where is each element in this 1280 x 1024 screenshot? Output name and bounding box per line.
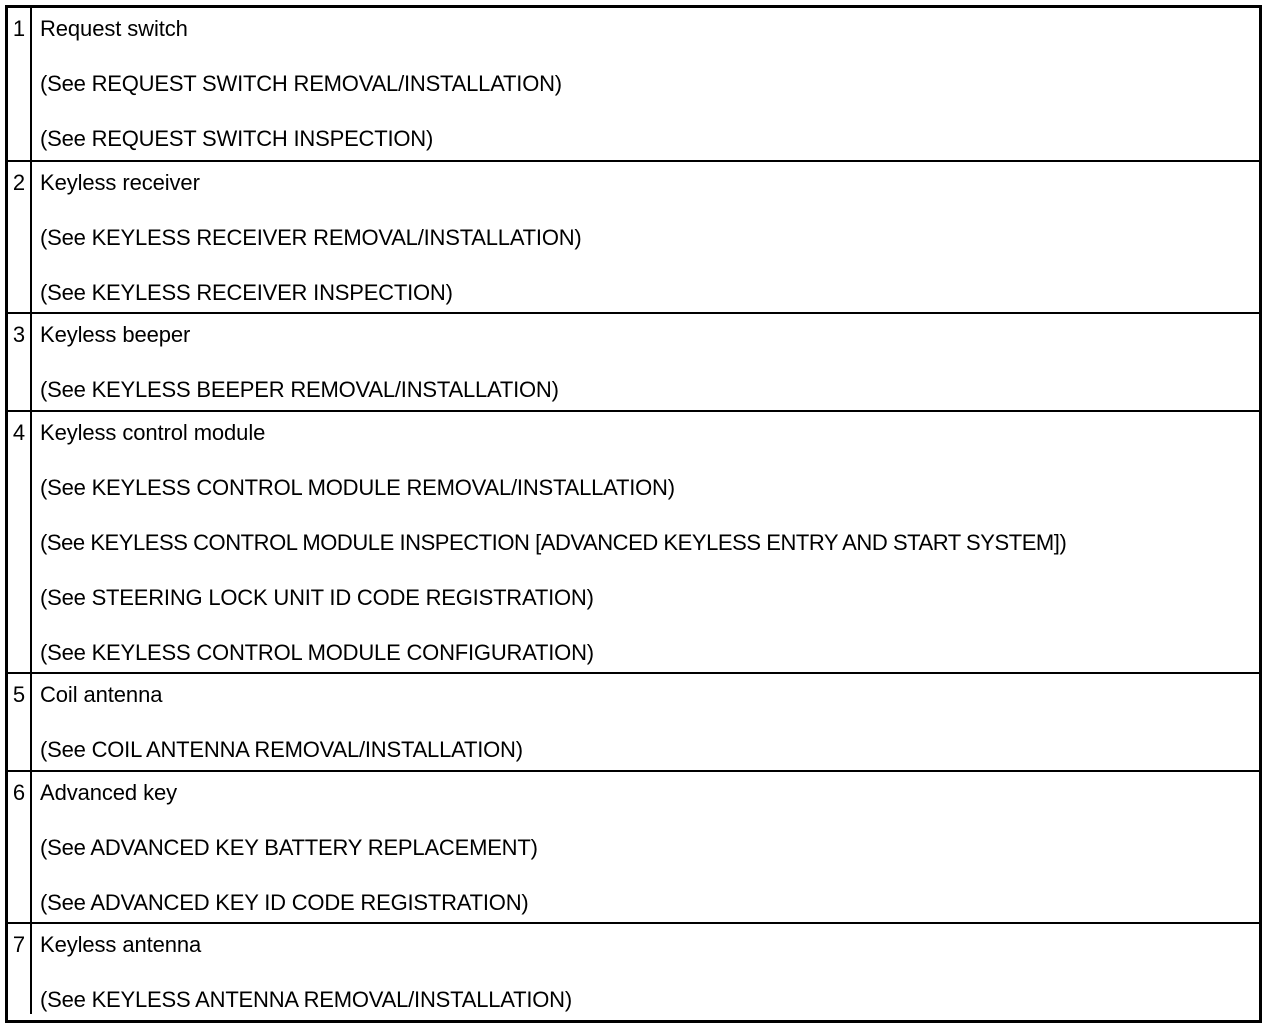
component-title: Coil antenna bbox=[40, 682, 163, 707]
component-title: Advanced key bbox=[40, 780, 177, 805]
reference-link[interactable]: (See REQUEST SWITCH INSPECTION) bbox=[40, 126, 434, 151]
row-number: 2 bbox=[8, 162, 32, 312]
component-table bbox=[5, 5, 1262, 1023]
reference-link[interactable]: (See REQUEST SWITCH REMOVAL/INSTALLATION) bbox=[40, 71, 562, 96]
component-title: Keyless antenna bbox=[40, 932, 202, 957]
table-row bbox=[8, 8, 1259, 160]
reference-link[interactable]: (See KEYLESS RECEIVER REMOVAL/INSTALLATION) bbox=[40, 225, 582, 250]
reference-link[interactable]: (See STEERING LOCK UNIT ID CODE REGISTRATION) bbox=[40, 585, 594, 610]
reference-link[interactable]: (See KEYLESS BEEPER REMOVAL/INSTALLATION) bbox=[40, 377, 559, 402]
row-number: 1 bbox=[8, 8, 32, 160]
reference-link[interactable]: (See KEYLESS CONTROL MODULE CONFIGURATION) bbox=[40, 640, 594, 665]
table-row bbox=[8, 770, 1259, 922]
row-number: 6 bbox=[8, 772, 32, 922]
row-number: 5 bbox=[8, 674, 32, 770]
component-title: Keyless receiver bbox=[40, 170, 200, 195]
table-row bbox=[8, 410, 1259, 672]
row-number: 7 bbox=[8, 924, 32, 1014]
reference-link[interactable]: (See KEYLESS CONTROL MODULE INSPECTION [ADVANCED KEYLESS ENTRY AND START SYSTEM]) bbox=[40, 530, 1067, 555]
row-number: 4 bbox=[8, 412, 32, 672]
reference-link[interactable]: (See ADVANCED KEY BATTERY REPLACEMENT) bbox=[40, 835, 538, 860]
reference-link[interactable]: (See KEYLESS ANTENNA REMOVAL/INSTALLATION) bbox=[40, 987, 572, 1012]
reference-link[interactable]: (See KEYLESS RECEIVER INSPECTION) bbox=[40, 280, 453, 305]
reference-link[interactable]: (See ADVANCED KEY ID CODE REGISTRATION) bbox=[40, 890, 529, 915]
table-row bbox=[8, 672, 1259, 770]
table-row bbox=[8, 312, 1259, 410]
row-number: 3 bbox=[8, 314, 32, 410]
component-title: Keyless control module bbox=[40, 420, 266, 445]
table-row bbox=[8, 922, 1259, 1014]
reference-link[interactable]: (See KEYLESS CONTROL MODULE REMOVAL/INSTALLATION) bbox=[40, 475, 675, 500]
reference-link[interactable]: (See COIL ANTENNA REMOVAL/INSTALLATION) bbox=[40, 737, 523, 762]
component-title: Keyless beeper bbox=[40, 322, 191, 347]
table-row bbox=[8, 160, 1259, 312]
component-title: Request switch bbox=[40, 16, 188, 41]
